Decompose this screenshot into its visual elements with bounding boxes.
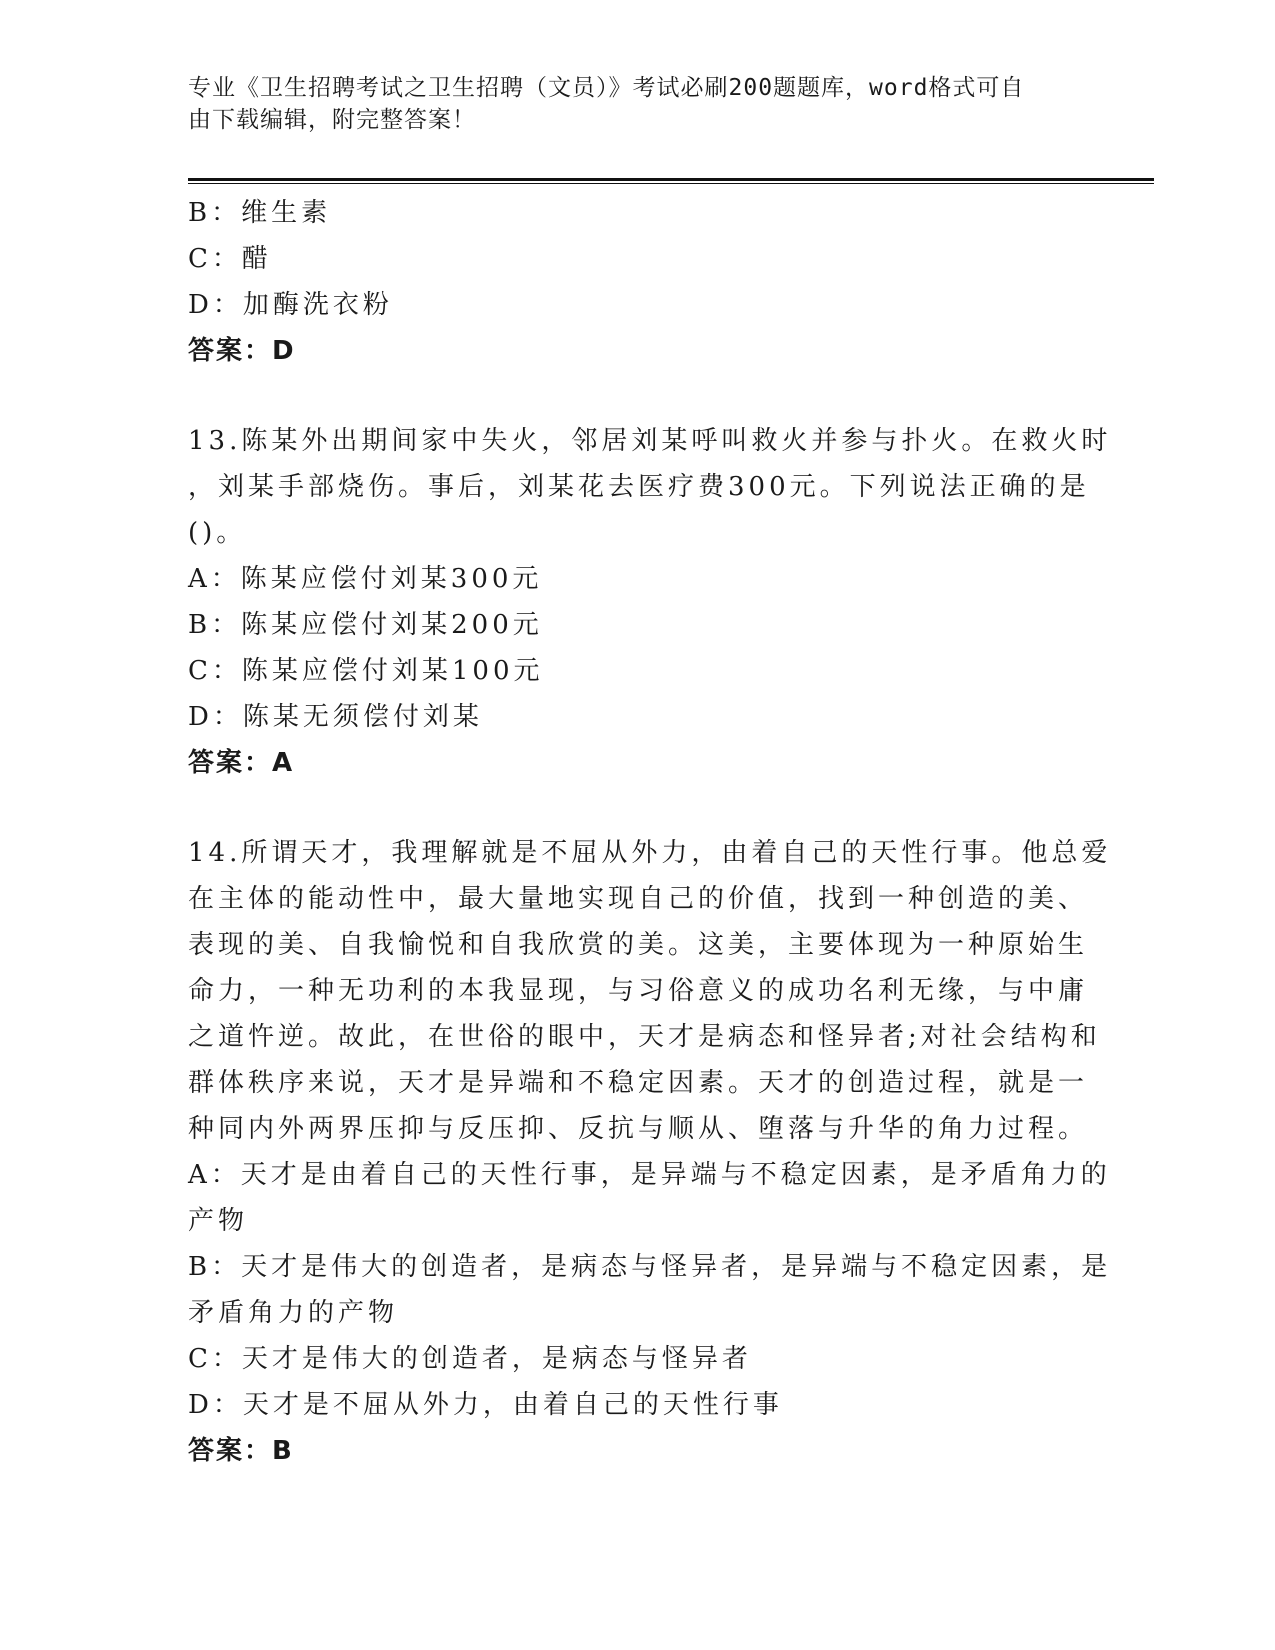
question-stem-line: 命力，一种无功利的本我显现，与习俗意义的成功名利无缘，与中庸: [188, 976, 1089, 1006]
question-stem-line: 种同内外两界压抑与反压抑、反抗与顺从、堕落与升华的角力过程。: [188, 1114, 1089, 1144]
option-d: D：加酶洗衣粉: [188, 290, 393, 320]
option-c: C：陈某应偿付刘某100元: [188, 656, 544, 686]
answer-label: 答案：B: [188, 1436, 294, 1466]
header-rule-thick: [188, 178, 1154, 181]
question-12-tail: [188, 190, 1078, 374]
answer-label: 答案：D: [188, 336, 296, 366]
option-c: C：醋: [188, 244, 272, 274]
option-a: A：陈某应偿付刘某300元: [188, 564, 543, 594]
question-content: [188, 190, 1112, 1474]
option-a: A：天才是由着自己的天性行事，是异端与不稳定因素，是矛盾角力的: [188, 1160, 1111, 1190]
option-d: D：陈某无须偿付刘某: [188, 702, 483, 732]
spacer: [188, 374, 1078, 418]
question-stem-line: 14.所谓天才，我理解就是不屈从外力，由着自己的天性行事。他总爱: [188, 838, 1112, 868]
option-b-continued: 矛盾角力的产物: [188, 1298, 399, 1328]
header-rule-thin: [188, 183, 1154, 184]
question-14: [188, 830, 1112, 1474]
option-b: B：维生素: [188, 198, 332, 228]
option-b: B：天才是伟大的创造者，是病态与怪异者，是异端与不稳定因素，是: [188, 1252, 1112, 1282]
document-header: [188, 72, 1068, 136]
option-d: D：天才是不屈从外力，由着自己的天性行事: [188, 1390, 783, 1420]
question-stem-line: 在主体的能动性中，最大量地实现自己的价值，找到一种创造的美、: [188, 884, 1089, 914]
question-stem-line: 表现的美、自我愉悦和自我欣赏的美。这美，主要体现为一种原始生: [188, 930, 1089, 960]
option-a-continued: 产物: [188, 1206, 249, 1236]
header-line-1: 专业《卫生招聘考试之卫生招聘（文员）》考试必刷200题题库，word格式可自: [188, 75, 1025, 101]
question-stem-line: 之道忤逆。故此，在世俗的眼中，天才是病态和怪异者;对社会结构和: [188, 1022, 1101, 1052]
header-line-2: 由下载编辑，附完整答案！: [188, 107, 476, 133]
option-b: B：陈某应偿付刘某200元: [188, 610, 543, 640]
question-stem-line: 13.陈某外出期间家中失火，邻居刘某呼叫救火并参与扑火。在救火时: [188, 426, 1112, 456]
option-c: C：天才是伟大的创造者，是病态与怪异者: [188, 1344, 752, 1374]
question-stem-line: ()。: [188, 518, 247, 548]
answer-label: 答案：A: [188, 748, 295, 778]
question-stem-line: ，刘某手部烧伤。事后，刘某花去医疗费300元。下列说法正确的是: [188, 472, 1090, 502]
spacer: [188, 786, 1078, 830]
question-stem-line: 群体秩序来说，天才是异端和不稳定因素。天才的创造过程，就是一: [188, 1068, 1089, 1098]
question-13: [188, 418, 1112, 786]
